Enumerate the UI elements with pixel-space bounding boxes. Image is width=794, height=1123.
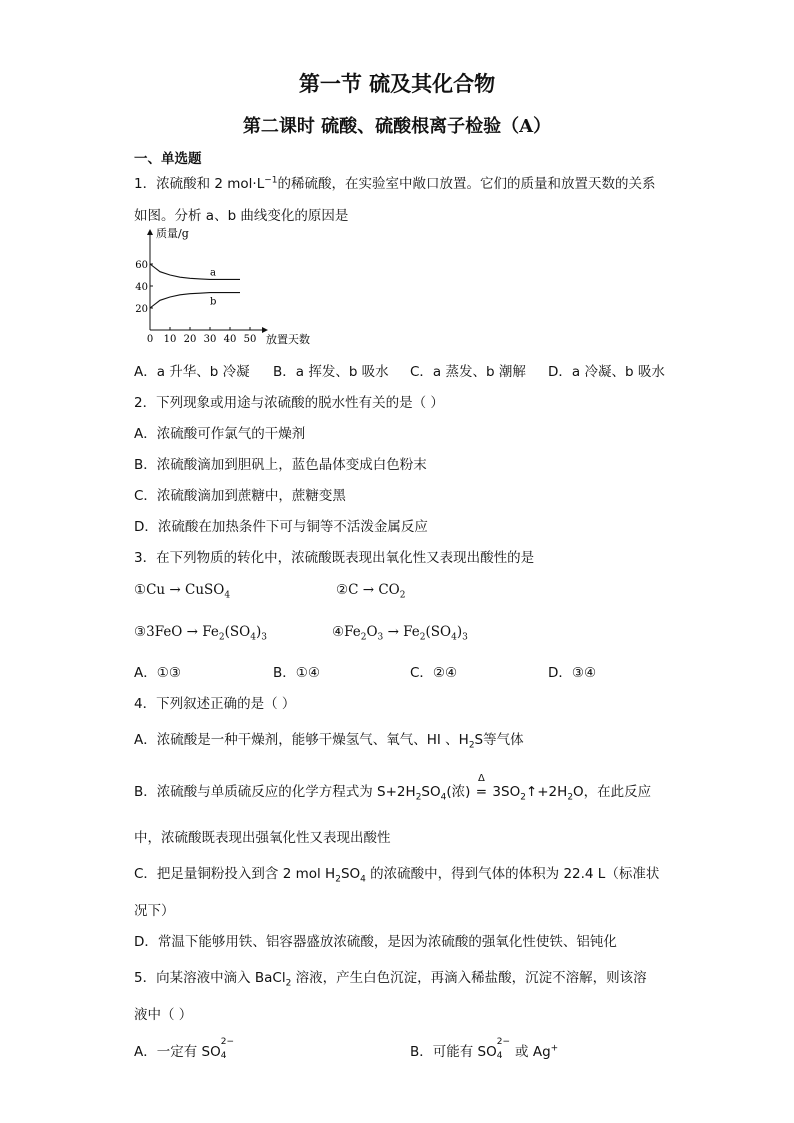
q3-r3-sub-c: 3 — [261, 632, 267, 643]
x-tick-label: 0 — [146, 334, 154, 345]
q3-stem: 3．在下列物质的转化中，浓硫酸既表现出氧化性又表现出酸性的是 — [134, 550, 535, 566]
q3-reaction-1 — [134, 582, 231, 601]
q4-a-sub: 2 — [468, 740, 475, 751]
q1-option-a: A．a 升华、b 冷凝 — [134, 364, 250, 380]
q1-stem-line2: 如图。分析 a、b 曲线变化的原因是 — [134, 208, 349, 224]
series-label-a: a — [210, 267, 216, 279]
q3-r3b: (SO — [224, 624, 251, 640]
chart-svg — [134, 225, 334, 350]
q4-b-heat: Δ — [477, 773, 485, 784]
q3-r2-sub: 2 — [399, 590, 406, 601]
q5-a-sup: 2− — [220, 1037, 235, 1047]
q5-option-b — [410, 1037, 559, 1061]
q4-c-sub1: 2 — [335, 874, 341, 885]
q3-r1-sub: 4 — [224, 590, 231, 601]
x-tick-label: 50 — [243, 334, 257, 345]
q4-b-mid4: ↑+2H — [525, 784, 568, 800]
page-title: 第一节 硫及其化合物 — [298, 71, 496, 96]
q4-c-post: 的浓硫酸中，得到气体的体积为 22.4 L（标准状 — [365, 866, 660, 882]
q4-option-d: D．常温下能够用铁、铝容器盛放浓硫酸，是因为浓硫酸的强氧化性使铁、铝钝化 — [134, 934, 617, 950]
q3-r4a: ④Fe — [332, 624, 361, 640]
q4-b-pre: B．浓硫酸与单质硫反应的化学方程式为 S+2H — [134, 784, 416, 800]
q1-stem — [134, 172, 656, 192]
page-subtitle: 第二课时 硫酸、硫酸根离子检验（A） — [242, 116, 552, 137]
q3-r4c: → Fe — [383, 624, 420, 640]
q5-a-pre: A．一定有 SO — [134, 1044, 221, 1060]
x-tick-label: 40 — [223, 334, 237, 345]
chart-ylabel: 质量/g — [156, 227, 189, 240]
y-tick-label: 20 — [135, 304, 148, 315]
q4-b-mid5: O，在此反应 — [573, 784, 652, 800]
series-line-a — [150, 264, 240, 279]
q4-b-mid2: (浓) — [446, 784, 471, 800]
q4-option-c-line2: 况下） — [134, 903, 175, 919]
sulfate-script — [220, 1037, 235, 1061]
q3-option-d: D．③④ — [548, 665, 597, 681]
q5-b-pre: B．可能有 SO — [410, 1044, 497, 1060]
x-tick-label: 20 — [183, 334, 197, 345]
q4-option-a — [134, 728, 524, 751]
series-line-b — [150, 293, 240, 308]
q3-r2: ②C → CO — [336, 582, 400, 598]
q3-r3-sub-a: 2 — [218, 632, 225, 643]
y-tick-label: 40 — [135, 282, 148, 293]
sulfate-script-b — [496, 1037, 511, 1061]
q5-stem — [134, 966, 647, 989]
q5-stem-post: 溶液，产生白色沉淀，再滴入稀盐酸，沉淀不溶解，则该溶 — [291, 970, 647, 986]
q4-b-sub1: 2 — [415, 792, 422, 803]
q3-r4-sub-a: 2 — [360, 632, 367, 643]
q5-b-sup: 2− — [496, 1037, 511, 1047]
q4-b-mid1: SO — [421, 784, 441, 800]
q4-stem: 4．下列叙述正确的是（ ） — [134, 696, 296, 712]
q4-option-c — [134, 862, 660, 885]
q3-r4-sub-d: 4 — [451, 632, 457, 643]
q4-a-pre: A．浓硫酸是一种干燥剂，能够干燥氢气、氧气、HI 、H — [134, 732, 469, 748]
q4-b-sub2: 4 — [440, 792, 447, 803]
q4-a-post: S等气体 — [474, 732, 524, 748]
q4-c-pre: C．把足量铜粉投入到含 2 mol H — [134, 866, 336, 882]
chart-xlabel: 放置天数 — [266, 333, 310, 346]
q2-option-c: C．浓硫酸滴加到蔗糖中，蔗糖变黑 — [134, 488, 346, 504]
q3-r4b: O — [366, 624, 378, 640]
q3-r1: ①Cu → CuSO — [134, 582, 225, 598]
q5-stem-line2: 液中（ ） — [134, 1007, 193, 1023]
q4-option-b-line2: 中，浓硫酸既表现出强氧化性又表现出酸性 — [134, 830, 391, 846]
q3-reaction-4: $④Fe_2O_3 \to Fe_2(SO_4)_3$ — [332, 624, 468, 643]
q1-option-d: D．a 冷凝、b 吸水 — [548, 364, 665, 380]
q4-c-sub2: 4 — [360, 874, 366, 885]
q3-option-c: C．②④ — [410, 665, 458, 681]
q4-b-mid3: 3SO — [492, 784, 521, 800]
q4-b-sub4: 2 — [567, 792, 574, 803]
q3-r4-sub-e: 3 — [462, 632, 468, 643]
heat-equals-sign: Δ = — [470, 784, 492, 800]
q2-stem: 2．下列现象或用途与浓硫酸的脱水性有关的是（ ） — [134, 395, 444, 411]
q3-reaction-2 — [336, 582, 406, 601]
q2-option-b: B．浓硫酸滴加到胆矾上，蓝色晶体变成白色粉末 — [134, 457, 427, 473]
q2-option-a: A．浓硫酸可作氯气的干燥剂 — [134, 426, 306, 442]
q5-b-mid: 或 Ag — [510, 1044, 551, 1060]
x-tick-label: 30 — [203, 334, 217, 345]
q3-option-a: A．①③ — [134, 665, 181, 681]
q1-stem-sup: −1 — [264, 175, 278, 186]
series-label-b: b — [210, 296, 217, 308]
q3-r3a: ③3FeO → Fe — [134, 624, 219, 640]
q4-c-mid: SO — [340, 866, 361, 882]
q4-option-b — [134, 773, 652, 803]
q5-option-a — [134, 1037, 235, 1061]
q5-b-sub: 4 — [496, 1051, 503, 1061]
q3-r3-sub-b: 4 — [250, 632, 256, 643]
q1-option-c: C．a 蒸发、b 潮解 — [410, 364, 526, 380]
q3-r4d: (SO — [425, 624, 452, 640]
q1-stem-a: 1．浓硫酸和 2 mol·L — [134, 176, 265, 192]
section-heading: 一、单选题 — [134, 151, 202, 167]
y-tick-label: 60 — [135, 260, 148, 271]
x-tick-label: 10 — [163, 334, 177, 345]
y-axis-arrow — [147, 229, 153, 235]
q1-option-b: B．a 挥发、b 吸水 — [273, 364, 389, 380]
q3-option-b: B．①④ — [273, 665, 320, 681]
mass-days-chart — [134, 225, 334, 350]
q4-b-sub3: 2 — [520, 792, 526, 803]
q3-reaction-3: ③3FeO → $Fe_2(SO_4)_3$ — [134, 624, 267, 643]
q5-stem-sub: 2 — [285, 978, 292, 989]
q1-stem-b: 的稀硫酸，在实验室中敞口放置。它们的质量和放置天数的关系 — [277, 176, 656, 192]
q5-b-ag-sup: + — [550, 1043, 559, 1054]
q3-r4-sub-c: 2 — [419, 632, 426, 643]
q2-option-d: D．浓硫酸在加热条件下可与铜等不活泼金属反应 — [134, 519, 428, 535]
q3-r4-sub-b: 3 — [377, 632, 384, 643]
q5-stem-pre: 5．向某溶液中滴入 BaCl — [134, 970, 286, 986]
q5-a-sub: 4 — [220, 1051, 227, 1061]
